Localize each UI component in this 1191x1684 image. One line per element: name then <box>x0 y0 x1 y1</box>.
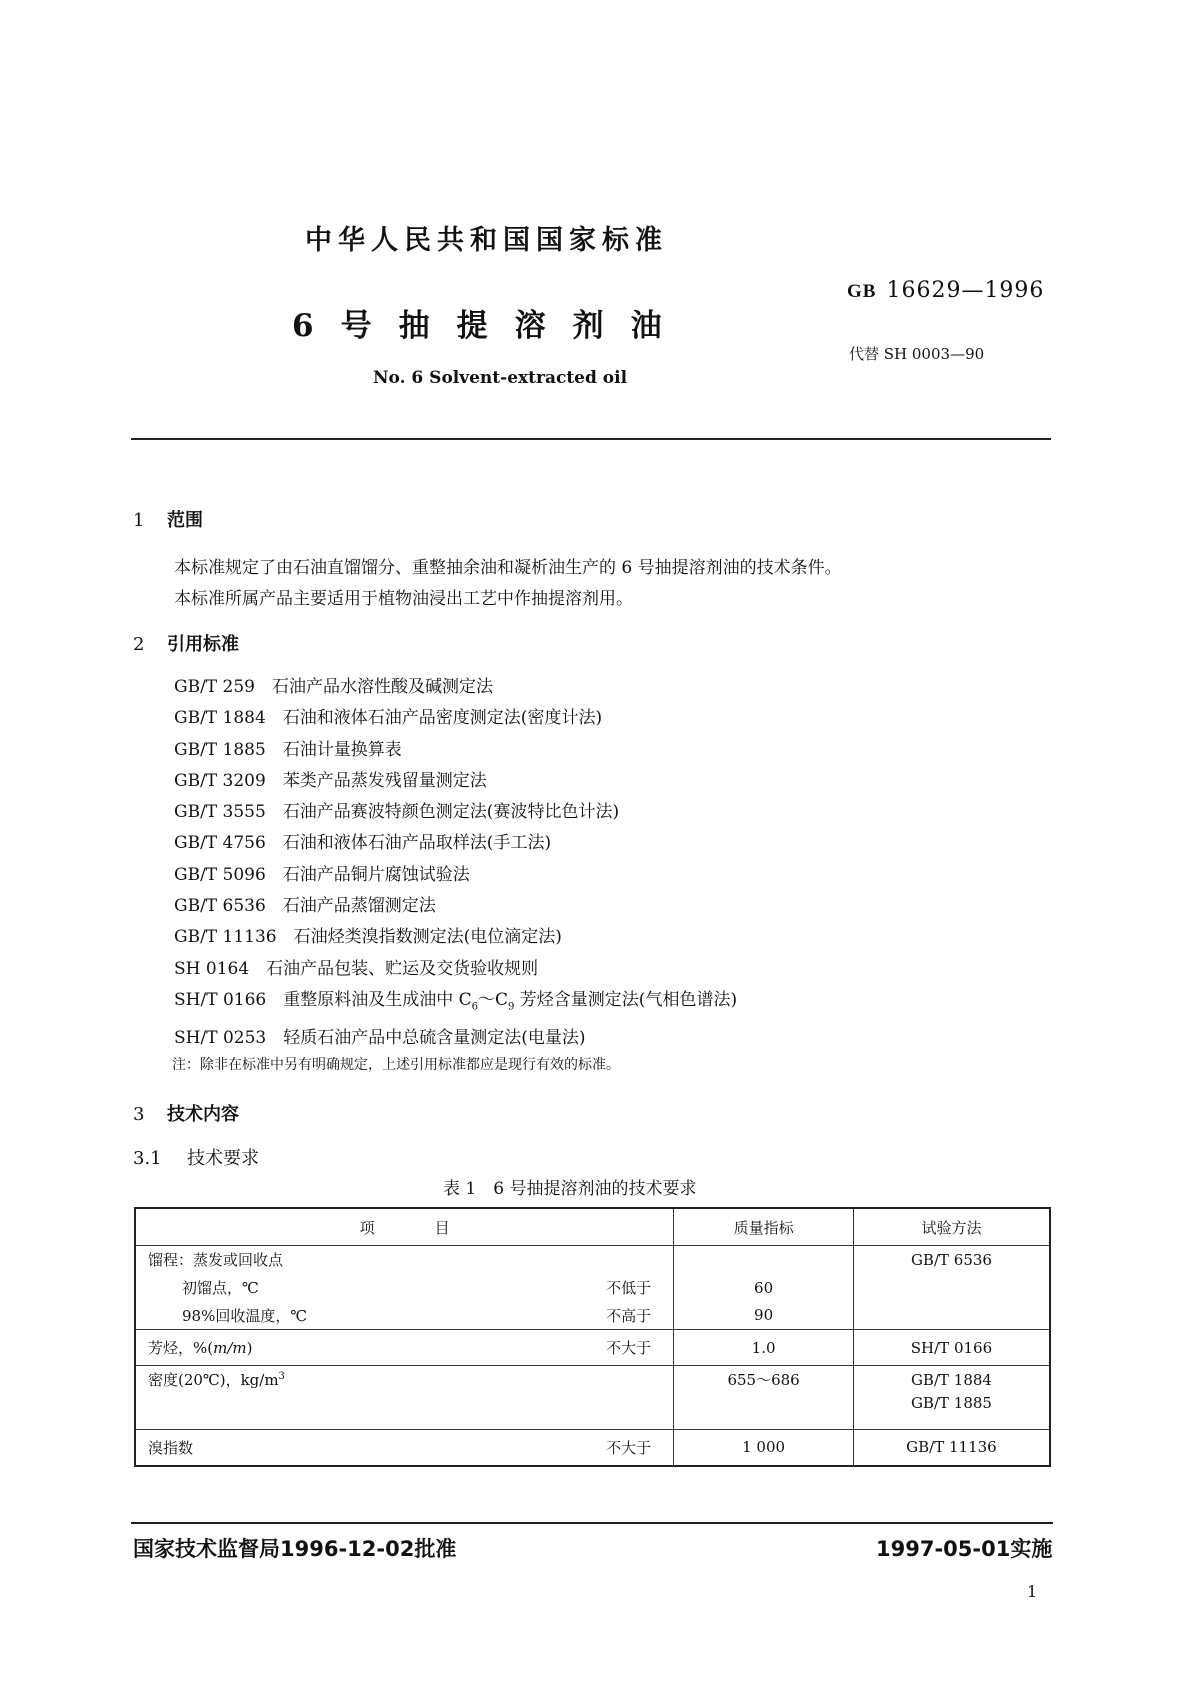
section-3-number: 3 <box>133 1104 145 1125</box>
reference-item <box>174 860 737 891</box>
reference-item <box>174 703 737 734</box>
subsection-3-1-title: 技术要求 <box>187 1148 259 1169</box>
distillation-method: GB/T 6536 <box>853 1246 1050 1274</box>
distillation-label: 馏程：蒸发或回收点 <box>135 1246 584 1274</box>
reference-code: GB/T 4756 <box>174 833 266 854</box>
aromatics-group <box>135 1330 1050 1366</box>
bromine-method: GB/T 11136 <box>853 1430 1050 1466</box>
reference-title: 石油和液体石油产品取样法(手工法) <box>282 833 552 854</box>
requirements-table <box>134 1207 1051 1467</box>
density-value: 655～686 <box>674 1366 854 1394</box>
ibp-limit: 不低于 <box>584 1274 674 1302</box>
reference-title: 苯类产品蒸发残留量测定法 <box>282 770 487 791</box>
reference-item <box>174 922 737 953</box>
subsection-3-1-number: 3.1 <box>133 1148 162 1169</box>
table-caption: 表 1 6 号抽提溶剂油的技术要求 <box>443 1179 697 1199</box>
reference-item <box>174 672 737 703</box>
bromine-group <box>135 1430 1050 1466</box>
section-1-number: 1 <box>133 510 145 531</box>
table-row <box>135 1366 1050 1394</box>
header-divider <box>131 438 1051 440</box>
section-2-title: 引用标准 <box>167 634 239 655</box>
footer-divider <box>131 1522 1053 1524</box>
aromatics-limit: 不大于 <box>584 1330 674 1366</box>
ibp-label: 初馏点，℃ <box>135 1274 584 1302</box>
standard-prefix: GB <box>847 281 877 302</box>
reference-item <box>174 735 737 766</box>
reference-item <box>174 1023 737 1054</box>
table-row <box>135 1246 1050 1274</box>
reference-code: GB/T 11136 <box>174 927 277 948</box>
density-method-1: GB/T 1884 <box>853 1366 1050 1394</box>
reference-item <box>174 797 737 828</box>
document-title: 6号抽提溶剂油 <box>292 308 689 344</box>
reference-title: 石油产品蒸馏测定法 <box>282 896 436 917</box>
reference-title: 石油产品包装、贮运及交货验收规则 <box>266 958 539 979</box>
reference-note: 注：除非在标准中另有明确规定，上述引用标准都应是现行有效的标准。 <box>172 1057 620 1073</box>
reference-title: 石油和液体石油产品密度测定法(密度计法) <box>282 708 603 729</box>
bromine-value: 1 000 <box>674 1430 854 1466</box>
section-1-title: 范围 <box>167 510 203 531</box>
reference-title: 石油产品铜片腐蚀试验法 <box>282 864 470 885</box>
standard-number <box>847 278 1044 303</box>
aromatics-label: 芳烃，%(m/m) <box>135 1330 584 1366</box>
aromatics-method: SH/T 0166 <box>853 1330 1050 1366</box>
section-3-heading <box>133 1100 239 1126</box>
table-row <box>135 1302 1050 1330</box>
table-header-item: 项 目 <box>135 1208 674 1246</box>
recovery-value: 90 <box>674 1302 854 1330</box>
standard-code: 16629—1996 <box>886 278 1045 303</box>
reference-code: GB/T 259 <box>174 677 255 697</box>
section-3-title: 技术内容 <box>167 1104 239 1125</box>
recovery-limit: 不高于 <box>584 1302 674 1330</box>
density-group <box>135 1366 1050 1430</box>
density-method-2: GB/T 1885 <box>853 1394 1050 1430</box>
approval-line: 国家技术监督局1996-12-02批准 <box>133 1537 457 1561</box>
bromine-label: 溴指数 <box>135 1430 584 1466</box>
table-row <box>135 1430 1050 1466</box>
document-title-english: No. 6 Solvent-extracted oil <box>373 368 628 388</box>
reference-title: 重整原料油及生成油中 $C_6\sim C_9$ 芳烃含量测定法(气相色谱法) <box>283 989 738 1013</box>
reference-title: 石油产品赛波特颜色测定法(赛波特比色计法) <box>282 802 620 823</box>
density-label: 密度(20℃)，$kg/m^3$ <box>135 1366 584 1394</box>
reference-title: 轻质石油产品中总硫含量测定法(电量法) <box>283 1027 586 1048</box>
reference-item <box>174 828 737 859</box>
reference-title: 石油产品水溶性酸及碱测定法 <box>272 677 493 697</box>
section-2-heading <box>133 630 239 656</box>
reference-title: 石油烃类溴指数测定法(电位滴定法) <box>293 927 562 948</box>
replaces-standard: 代替 SH 0003—90 <box>849 345 985 363</box>
reference-code: SH/T 0166 <box>174 989 267 1010</box>
table-row <box>135 1394 1050 1430</box>
reference-title: 石油计量换算表 <box>282 739 402 760</box>
reference-code: SH 0164 <box>174 958 250 979</box>
distillation-group <box>135 1246 1050 1330</box>
reference-item <box>174 766 737 797</box>
aromatics-value: 1.0 <box>674 1330 854 1366</box>
reference-code: GB/T 5096 <box>174 864 266 885</box>
ibp-value: 60 <box>674 1274 854 1302</box>
implementation-line: 1997-05-01实施 <box>876 1537 1053 1561</box>
subsection-3-1-heading <box>133 1144 259 1170</box>
section-1-paragraph-2: 本标准所属产品主要适用于植物油浸出工艺中作抽提溶剂用。 <box>174 589 633 609</box>
reference-code: GB/T 1884 <box>174 708 266 729</box>
reference-code: GB/T 6536 <box>174 896 266 917</box>
section-2-number: 2 <box>133 634 145 655</box>
section-1-heading <box>133 506 203 532</box>
reference-code: SH/T 0253 <box>174 1027 267 1048</box>
table-header-method: 试验方法 <box>853 1208 1050 1246</box>
section-1-paragraph-1: 本标准规定了由石油直馏馏分、重整抽余油和凝析油生产的 6 号抽提溶剂油的技术条件。 <box>174 558 842 578</box>
reference-code: GB/T 3555 <box>174 802 266 823</box>
reference-code: GB/T 3209 <box>174 770 266 791</box>
bromine-limit: 不大于 <box>584 1430 674 1466</box>
reference-item <box>174 891 737 922</box>
table-header-quality: 质量指标 <box>674 1208 854 1246</box>
reference-code: GB/T 1885 <box>174 739 266 760</box>
recovery-label: 98%回收温度，℃ <box>135 1302 584 1330</box>
reference-item <box>174 954 737 985</box>
reference-item <box>174 985 737 1023</box>
national-standard-heading: 中华人民共和国国家标准 <box>305 225 668 256</box>
table-row <box>135 1330 1050 1366</box>
table-row <box>135 1274 1050 1302</box>
reference-list <box>174 672 737 1054</box>
page-number: 1 <box>1027 1582 1038 1601</box>
